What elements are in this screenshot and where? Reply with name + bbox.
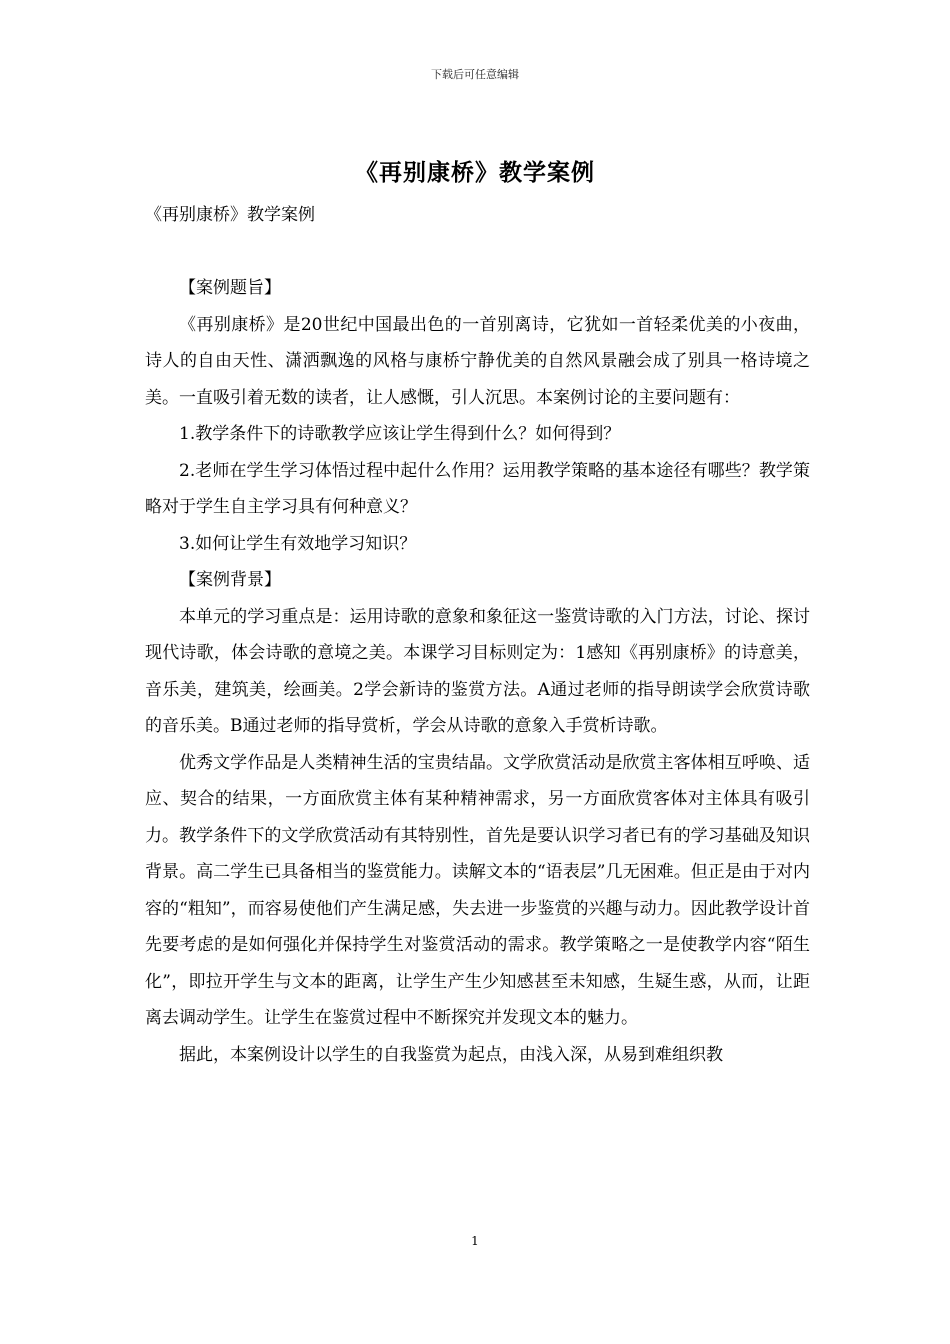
page-number: 1 [471,1234,479,1248]
paragraph-intro: 《再别康桥》是20世纪中国最出色的一首别离诗，它犹如一首轻柔优美的小夜曲，诗人的自由天性、潇洒飘逸的风格与康桥宁静优美的自然风景融会成了别具一格诗境之美。一直吸引着无数的读者，让人感慨，引人沉思。本案例讨论的主要问题有： [145,314,810,408]
question-3: 3.如何让学生有效地学习知识？ [179,533,417,554]
document-subtitle: 《再别康桥》教学案例 [145,205,315,225]
section-heading-topic: 【案例题旨】 [179,278,281,298]
document-title: 《再别康桥》教学案例 [355,159,595,186]
paragraph-analysis: 优秀文学作品是人类精神生活的宝贵结晶。文学欣赏活动是欣赏主客体相互呼唤、适应、契合的结果，一方面欣赏主体有某种精神需求，另一方面欣赏客体对主体具有吸引力。教学条件下的文学欣赏活动有其特别性，首先是要认识学习者已有的学习基础及知识背景。高二学生已具备相当的鉴赏能力。读解文本的“语表层”几无困难。但正是由于对内容的“粗知”，而容易使他们产生满足感，失去进一步鉴赏的兴趣与动力。因此教学设计首先要考虑的是如何强化并保持学生对鉴赏活动的需求。教学策略之一是使教学内容“陌生化”，即拉开学生与文本的距离，让学生产生少知感甚至未知感，生疑生惑，从而，让距离去调动学生。让学生在鉴赏过程中不断探究并发现文本的魅力。 [145,752,810,1028]
paragraph-goals: 本单元的学习重点是：运用诗歌的意象和象征这一鉴赏诗歌的入门方法，讨论、探讨现代诗歌，体会诗歌的意境之美。本课学习目标则定为：1感知《再别康桥》的诗意美，音乐美，建筑美，绘画美。2学会新诗的鉴赏方法。A通过老师的指导朗读学会欣赏诗歌的音乐美。B通过老师的指导赏析，学会从诗歌的意象入手赏析诗歌。 [145,606,810,736]
header-note: 下载后可任意编辑 [431,68,519,81]
document-body [145,270,810,1073]
question-1: 1.教学条件下的诗歌教学应该让学生得到什么？如何得到？ [179,424,621,444]
question-2: 2.老师在学生学习体悟过程中起什么作用？运用教学策略的基本途径有哪些？教学策略对于学生自主学习具有何种意义？ [145,460,810,517]
section-heading-background: 【案例背景】 [179,570,281,590]
paragraph-design: 据此，本案例设计以学生的自我鉴赏为起点，由浅入深，从易到难组织教 [179,1044,723,1065]
